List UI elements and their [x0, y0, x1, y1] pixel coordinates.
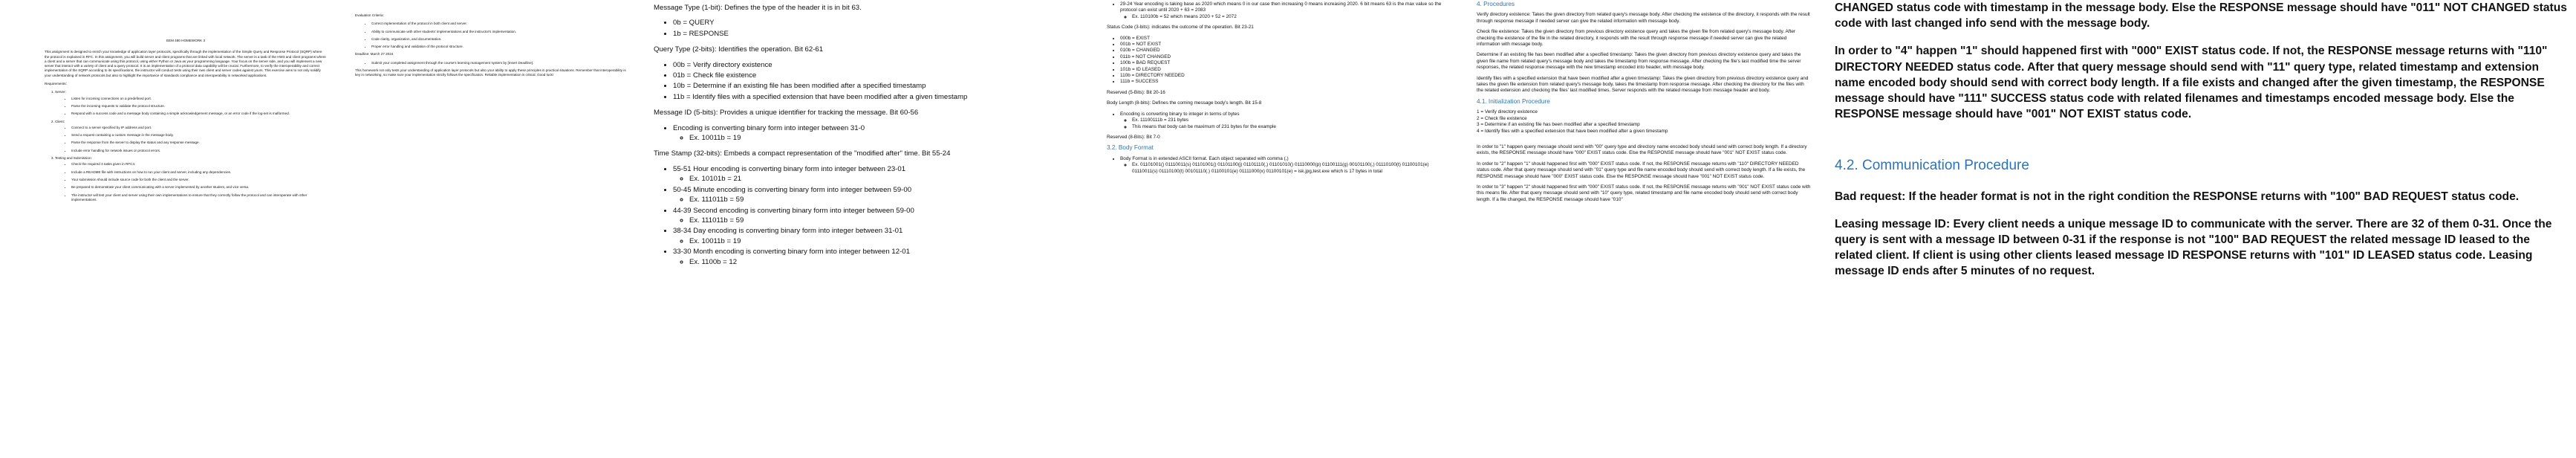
- list-item: [673, 206, 1083, 226]
- list-item-text: Encoding is converting binary to integer in terms of bytes: [1120, 111, 1240, 117]
- deadline-list: [355, 61, 631, 65]
- procedures-heading: 4. Procedures: [1477, 1, 1515, 7]
- example-item: ◦ Ex. 111011b = 59: [689, 216, 1083, 225]
- page-column-5: [1469, 0, 1818, 458]
- leasing-paragraph: Leasing message ID: Every client needs a unique message ID to communicate with the server. There are 32 of them 0-31. Once the query is sent with a message ID between 0-31 if the response is not "100" BAD REQUEST the related message ID leased to the related client. If client is using other clients leased message ID RESPONSE returns with "101" ID LEASED status code. Leasing message ID ends after 5 minutes of no request.: [1835, 217, 2552, 278]
- intro-paragraph: This assignment is designed to enrich your knowledge of application layer protocols, specifically through the implementation of the Simple Query and Response Protocol (SQRP) where the protocol is explained in RFC. In this assignment, you will build server and client programs that are linked with local network. The server is a task of the HW3 and client programs where a client and a server that can communicate using this protocol, using either Python or Java as your programming language. Your focus on the server side, and you will implement a new server that interact with a variety of client and a query protocol. It is an implementation of a protocol data capability will be crucial. Furthermore, to verify the interoperability and correct implementation of the SQRP according to its specifications, the instructor will conduct tests using their own client and server codes against yours. This exercise aims to not only solidify your understanding of network protocols but also to highlight the importance of standards compliance and interoperability in networked applications.: [45, 50, 326, 77]
- page-column-1: [0, 0, 337, 458]
- req-section-heading: Client:: [55, 119, 65, 123]
- list-item: [673, 247, 1083, 267]
- order-paragraph: In order to "2" happen "1" should happened first with "000" EXIST status code. If not, the RESPONSE message returns with "110" DIRECTORY NEEDED status code. After that query message should send with "01" query type and file name encoded body should send with correct body length. If a file exists, the RESPONSE message should have "000" EXIST status code. Else the RESPONSE message should have "001" NOT EXIST status code.: [1477, 161, 1806, 179]
- list-item-text: Encoding is converting binary form into integer between 31-0: [673, 123, 865, 132]
- list-item: • Proper error handling and validation of the protocol structure.: [371, 45, 631, 49]
- bad-request-paragraph: Bad request: If the header format is not in the right condition the RESPONSE returns with "100" BAD REQUEST status code.: [1835, 190, 2520, 203]
- list-item-text: 50-45 Minute encoding is converting binary form into integer between 59-00: [673, 185, 912, 194]
- order4-paragraph: In order to "4" happen "1" should happened first with "000" EXIST status code. If not, the RESPONSE message returns with "110" DIRECTORY NEEDED status code. After that query message should send with "11" query type, related timestamp and extension name encoded body should send with correct body length. If a file exists and changed after the given timestamp, the RESPONSE message should have "111" SUCCESS status code with related filenames and timestamps encoded message body. Else the RESPONSE message should have "001" NOT EXIST status code.: [1835, 45, 2548, 121]
- list-item: • 001b = NOT EXIST: [1120, 42, 1454, 48]
- body-format-list: [1107, 156, 1454, 175]
- list-item: • 100b = BAD REQUEST: [1120, 60, 1454, 66]
- list-item: • 110b = DIRECTORY NEEDED: [1120, 73, 1454, 79]
- doc-title: EEM 480 HOMEWORK 3: [166, 39, 206, 42]
- example-item: ◦ Ex. 10101b = 21: [689, 174, 1083, 184]
- req-section-server: [55, 90, 327, 116]
- list-item: • Include a README file with instructions on how to run your client and server, including any dependencies.: [71, 170, 327, 175]
- list-item: • Include error handling for network issues or protocol errors.: [71, 149, 327, 153]
- page-column-4: [1098, 0, 1462, 458]
- example-item: ◦ Ex. 11100111b = 231 bytes: [1132, 117, 1454, 123]
- req-section-testing: [55, 156, 327, 202]
- list-item-text: 55-51 Hour encoding is converting binary form into integer between 23-01: [673, 164, 906, 173]
- evaluation-heading: Evaluation Criteria:: [355, 13, 384, 17]
- list-item: • Parse the response from the server to display the status and any response message.: [71, 141, 327, 145]
- page-column-6: [1826, 0, 2576, 458]
- query-type-list: [654, 60, 1083, 103]
- communication-procedure-heading: 4.2. Communication Procedure: [1835, 158, 2029, 174]
- list-item: • Submit your completed assignment through the course's learning management system by [Insert Deadline].: [371, 61, 631, 65]
- example-item: ◦ Ex. 10011b = 19: [689, 236, 1083, 246]
- list-item: • Check the required 4 tasks given in RFC4.: [71, 162, 327, 167]
- list-item: • Respond with a success code and a message body containing a simple acknowledgement message, or an error code if the log-set is malformed.: [71, 112, 327, 116]
- timestamp-heading: Time Stamp (32-bits): Embeds a compact representation of the "modified after" time. Bit 55-24: [654, 149, 951, 158]
- list-item: • Your submission should include source code for both the client and the server.: [71, 178, 327, 182]
- init-item: 4 = Identify files with a specified extension that have been modified after a given timestamp: [1477, 128, 1668, 134]
- closing-paragraph: This homework not only tests your understanding of application layer protocols but also your ability to apply these principles in practical situations. Remember that interoperability is key in networking, so make sure your implementation strictly follows the specification. Reliable implementation is critical. Good luck!: [355, 68, 626, 77]
- list-item-text: Body Format is in extended ASCII format. Each object separated with comma (,): [1120, 155, 1289, 161]
- page-column-3: [645, 0, 1090, 458]
- list-item: • Code clarity, organization, and documentation.: [371, 37, 631, 42]
- order-paragraph: In order to "1" happen query message should send with "00" query type and directory name encoded body should send with correct body length. If a directory exists, the RESPONSE message should have "000" EXIST status code. Else the RESPONSE message should have "001" NOT EXIST status code.: [1477, 143, 1807, 156]
- list-item: • 111b = SUCCESS: [1120, 79, 1454, 85]
- message-type-list: [654, 18, 1083, 39]
- list-item: • 0b = QUERY: [673, 18, 1083, 28]
- list-item: • 10b = Determine if an existing file has been modified after a specified timestamp: [673, 81, 1083, 91]
- requirements-heading: Requirements:: [45, 82, 67, 86]
- status-code-heading: Status Code (3-bits): indicates the outcome of the operation. Bit 23-21: [1107, 25, 1254, 30]
- list-item: • The instructor will test your client and server using their own implementations to ensure that they correctly follow the protocol and can interoperate with other implementations.: [71, 193, 327, 203]
- list-item: • Send a request containing a custom message in the message body.: [71, 133, 327, 138]
- list-item: • Correct implementation of the protocol in both client and server.: [371, 22, 631, 26]
- list-item: • Be prepared to demonstrate your client communicating with a server implemented by another student, and vice versa.: [71, 185, 327, 190]
- procedure-paragraph: Check file existence: Takes the given directory from previous directory existence query and takes the given file from related query's message body. After checking the existence of the file in the related directory, it responds with the result through response message if needed server can give the related information with message body.: [1477, 29, 1796, 48]
- list-item: • Connect to a server specified by IP address and port.: [71, 126, 327, 130]
- list-item: [673, 226, 1083, 246]
- changed-status-paragraph: CHANGED status code with timestamp in the message body. Else the RESPONSE message should have "011" NOT CHANGED status code with last changed info send with the message body.: [1835, 1, 2567, 30]
- list-item: • Listen for incoming connections on a predefined port.: [71, 97, 327, 101]
- procedure-paragraph: Determine if an existing file has been modified after a specified timestamp: Takes the given directory from previous directory existence query and takes the given file name from related query's message body and takes the timestamp from response message. After checking the file's last modified time the server responses, the related response message with the new timestamp encoded into header, with message body.: [1477, 52, 1801, 71]
- body-length-list: [1107, 112, 1454, 130]
- body-format-heading: 3.2. Body Format: [1107, 144, 1154, 152]
- timestamp-list: [654, 164, 1083, 267]
- list-item-text: 38-34 Day encoding is converting binary form into integer between 31-01: [673, 227, 903, 236]
- message-id-list: [654, 123, 1083, 143]
- procedure-paragraph: Verify directory existence: Takes the given directory from related query's message body. After checking the existence of the directory, it responds with the result through response message if needed server can give the related information with message body.: [1477, 12, 1810, 24]
- list-item-text: 44-39 Second encoding is converting binary form into integer between 59-00: [673, 206, 914, 215]
- example-item: ◦ This means that body can be maximum of 231 bytes for the example: [1132, 124, 1454, 130]
- list-item: • 1b = RESPONSE: [673, 29, 1083, 39]
- requirements-list: [45, 90, 327, 202]
- init-item: 1 = Verify directory existence: [1477, 109, 1538, 115]
- list-item: • 11b = Identify files with a specified extension that have been modified after a given timestamp: [673, 92, 1083, 102]
- req-section-heading: Server:: [55, 90, 66, 94]
- list-item: • Parse the incoming requests to validate the protocol structure.: [71, 104, 327, 109]
- list-item: • 010b = CHANGED: [1120, 48, 1454, 54]
- list-item: • 101b = ID LEASED: [1120, 67, 1454, 73]
- message-type-heading: Message Type (1-bit): Defines the type of the header it is in bit 63.: [654, 4, 862, 12]
- list-item: [1120, 1, 1454, 20]
- order-paragraph: In order to "3" happen "2" should happened first with "000" EXIST status code. If not, the RESPONSE message returns with "001" NOT EXIST status code with this means file. After that query message should send with "10" query type, related timestamp and file name encoded body should send with correct body length. If a file changed, the RESPONSE message should have "010": [1477, 184, 1811, 202]
- year-list: [1107, 1, 1454, 20]
- list-item: [1120, 156, 1454, 175]
- deadline-heading: Deadline: March 27 2024: [355, 52, 394, 57]
- example-item: ◦ Ex. 01101001() 01110011(s) 01101001() 01101100(j) 01101110(,) 01101010() 01110000(p) 01100111(g) 00101100(,) 01110100(t) 01100101(e) 01110011(s) 01110100(t) 00101110(.) 01100101(e) 01111000(x) 01100101(e) = isk.jpg,test.exe which is 17 bytes in total: [1132, 162, 1454, 175]
- req-section-client: [55, 120, 327, 153]
- init-item: 3 = Determine if an existing file has been modified after a specified timestamp: [1477, 122, 1640, 128]
- list-item: [1120, 112, 1454, 130]
- list-item: • 000b = EXIST: [1120, 36, 1454, 42]
- message-id-heading: Message ID (5-bits): Provides a unique identifier for tracking the message. Bit 60-56: [654, 109, 919, 117]
- example-item: ◦ Ex. 1100b = 12: [689, 257, 1083, 267]
- reserved-heading: Reserved (5-Bits): Bit 20-16: [1107, 89, 1165, 95]
- req-section-heading: Testing and Submission:: [55, 156, 92, 161]
- evaluation-list: [355, 22, 631, 49]
- example-item: ◦ Ex. 110100b = 52 which means 2020 + 52 = 2072: [1132, 14, 1454, 20]
- example-item: ◦ Ex. 10011b = 19: [689, 133, 1083, 143]
- page-column-2: [346, 0, 639, 458]
- reserved2-heading: Reserved (8-Bits): Bit 7-0: [1107, 134, 1160, 140]
- list-item: [673, 123, 1083, 143]
- list-item: • Ability to communicate with other students' implementations and the instructor's implementation.: [371, 30, 631, 34]
- list-item: [673, 185, 1083, 205]
- init-item: 2 = Check file existence: [1477, 115, 1527, 121]
- body-length-heading: Body Length (8-bits): Defines the coming message body's length. Bit 15-8: [1107, 100, 1262, 106]
- example-item: ◦ Ex. 111011b = 59: [689, 195, 1083, 204]
- query-type-heading: Query Type (2-bits): Identifies the operation. Bit 62-61: [654, 45, 824, 54]
- procedure-paragraph: Identify files with a specified extension that have been modified after a given timestamp: Takes the given directory from previous directory existence query and takes the given file extension from related query's message body, takes the timestamp from response message. After checking the directory for the files with the related extension and checking the files' last modified times. Server responds with the related message from message header and body.: [1477, 75, 1809, 94]
- list-item: • 00b = Verify directory existence: [673, 60, 1083, 70]
- list-item-text: 33-30 Month encoding is converting binary form into integer between 12-01: [673, 248, 910, 257]
- list-item: [673, 164, 1083, 184]
- list-item-text: 29-24 Year encoding is taking base as 2020 which means 0 in our case then increasing 0 means increasing 2020. 6 bit means 63 is the max value so the protocol can exist until 2020 + 63 = 2083: [1120, 1, 1442, 13]
- list-item: • 011b = NOT CHANGED: [1120, 54, 1454, 60]
- init-procedure-heading: 4.1. Initialization Procedure: [1477, 97, 1550, 105]
- list-item: • 01b = Check file existence: [673, 71, 1083, 80]
- status-code-list: [1107, 36, 1454, 86]
